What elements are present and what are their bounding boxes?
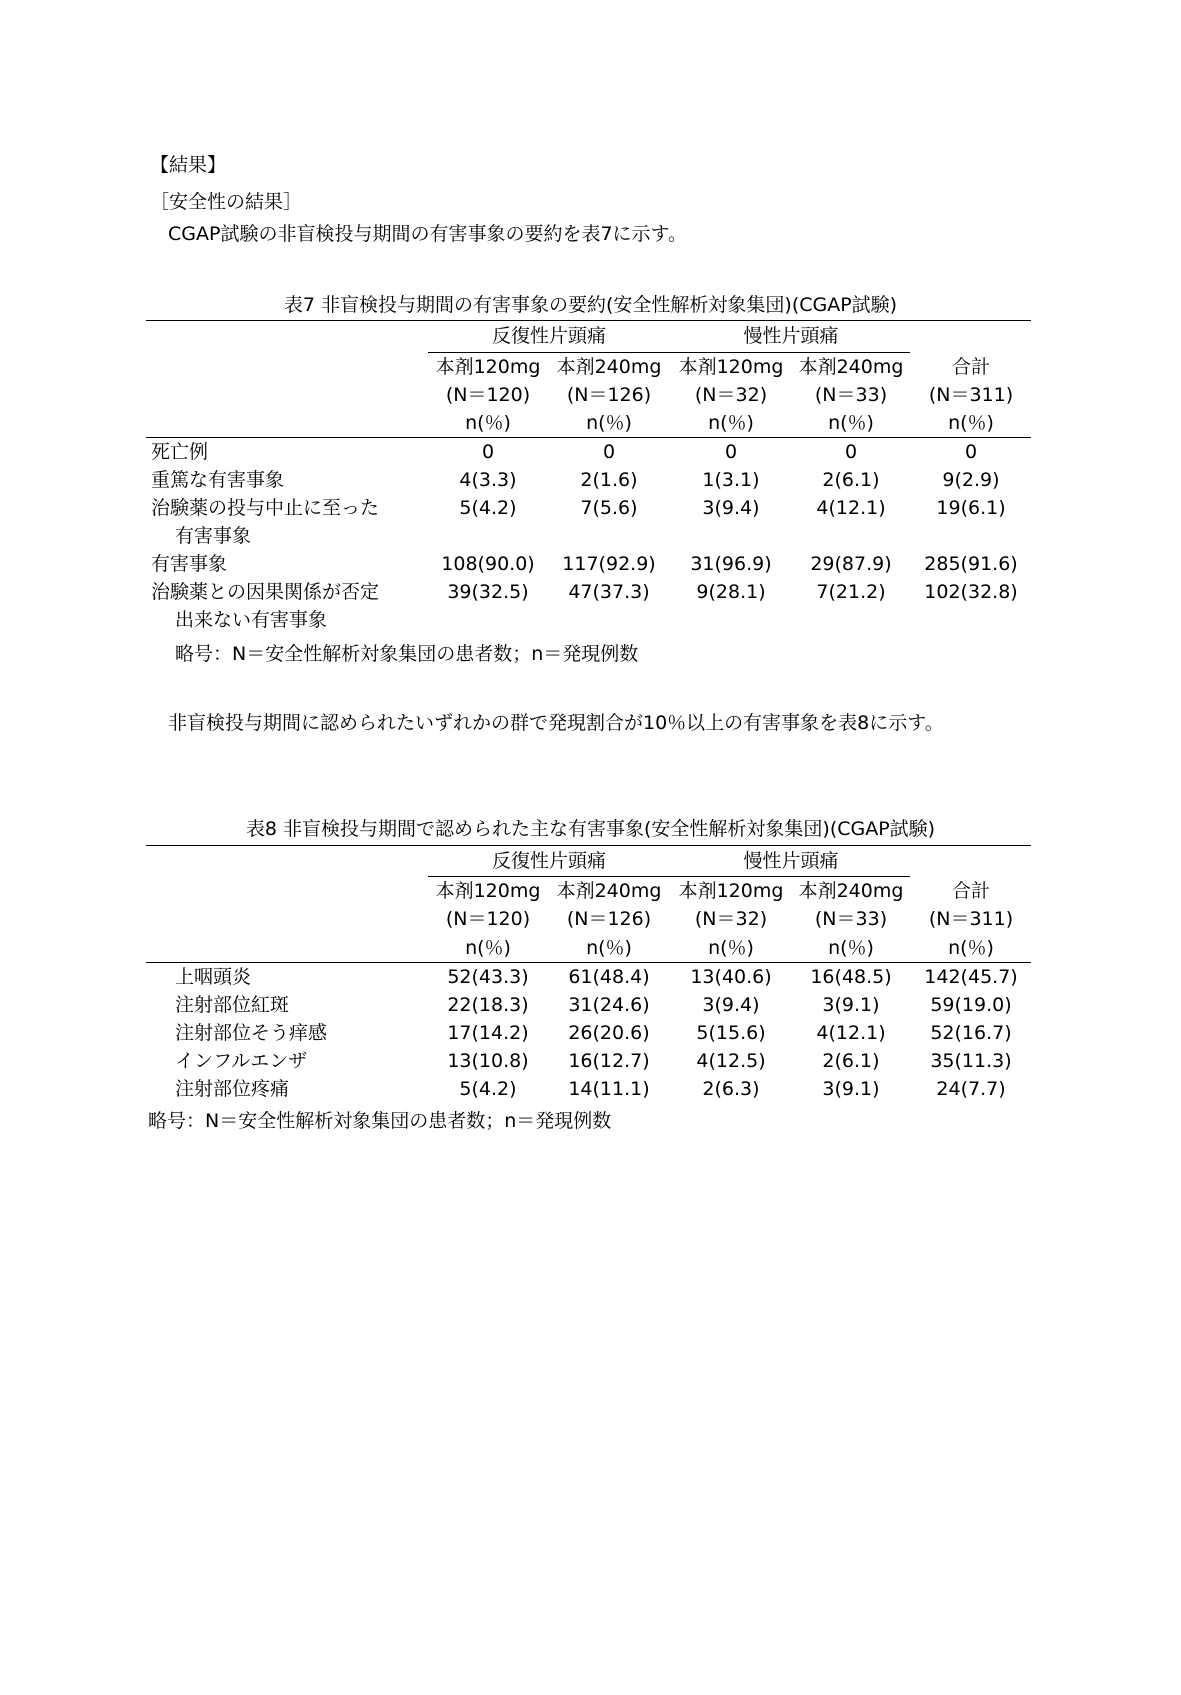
col-dose: 本剤120mg — [678, 880, 784, 902]
row-label-continued: 有害事象 — [175, 525, 252, 547]
table7-top-rule — [146, 320, 1031, 321]
table7-abbreviation-note: 略号：N＝安全性解析対象集団の患者数；n＝発現例数 — [175, 643, 639, 665]
cell: 142(45.7) — [924, 966, 1018, 988]
table8-top-rule — [146, 845, 1031, 846]
row-label: 注射部位紅斑 — [175, 994, 290, 1016]
cell: 14(11.1) — [568, 1078, 650, 1100]
row-label: インフルエンザ — [175, 1050, 308, 1072]
table7-caption: 表7 非盲検投与期間の有害事象の要約(安全性解析対象集団)(CGAP試験) — [283, 294, 898, 316]
cell: 47(37.3) — [568, 581, 650, 603]
col-unit: n(％) — [465, 412, 511, 434]
cell: 22(18.3) — [447, 994, 529, 1016]
cell: 31(24.6) — [568, 994, 650, 1016]
col-n: (N＝126) — [566, 384, 652, 406]
safety-results-heading: ［安全性の結果］ — [150, 191, 303, 213]
col-n: (N＝120) — [445, 384, 531, 406]
cell: 9(2.9) — [942, 469, 1000, 491]
col-dose: 本剤120mg — [435, 356, 541, 378]
row-label: 治験薬の投与中止に至った — [151, 497, 380, 519]
row-label: 重篤な有害事象 — [151, 469, 285, 491]
cell: 2(1.6) — [580, 469, 638, 491]
table7-group-episodic: 反復性片頭痛 — [491, 325, 606, 347]
col-unit: n(％) — [586, 937, 632, 959]
cell: 52(43.3) — [447, 966, 529, 988]
cell: 4(12.5) — [696, 1050, 766, 1072]
col-dose: 本剤120mg — [435, 880, 541, 902]
col-n: (N＝32) — [694, 384, 768, 406]
cell: 17(14.2) — [447, 1022, 529, 1044]
cell: 2(6.1) — [822, 469, 880, 491]
cell: 31(96.9) — [690, 553, 772, 575]
cell: 59(19.0) — [930, 994, 1012, 1016]
cell: 0 — [602, 441, 616, 463]
cell: 3(9.1) — [822, 994, 880, 1016]
cell: 29(87.9) — [810, 553, 892, 575]
cell: 7(21.2) — [816, 581, 886, 603]
cell: 7(5.6) — [580, 497, 638, 519]
cell: 3(9.4) — [702, 497, 760, 519]
row-label-continued: 出来ない有害事象 — [175, 609, 328, 631]
cell: 5(4.2) — [459, 497, 517, 519]
table8-group-episodic: 反復性片頭痛 — [491, 850, 606, 872]
row-label: 死亡例 — [151, 441, 209, 463]
cell: 102(32.8) — [924, 581, 1018, 603]
cell: 0 — [481, 441, 495, 463]
cell: 2(6.1) — [822, 1050, 880, 1072]
table8-intro-paragraph: 非盲検投与期間に認められたいずれかの群で発現割合が10％以上の有害事象を表8に示す。 — [168, 712, 944, 734]
col-n: (N＝126) — [566, 908, 652, 930]
cell: 13(10.8) — [447, 1050, 529, 1072]
col-unit: n(％) — [948, 412, 994, 434]
cell: 117(92.9) — [562, 553, 656, 575]
cell: 39(32.5) — [447, 581, 529, 603]
cell: 4(3.3) — [459, 469, 517, 491]
col-n: (N＝311) — [928, 908, 1014, 930]
cell: 24(7.7) — [936, 1078, 1006, 1100]
table7-group-chronic: 慢性片頭痛 — [743, 325, 839, 347]
row-label: 治験薬との因果関係が否定 — [151, 581, 380, 603]
cell: 0 — [724, 441, 738, 463]
col-dose: 本剤240mg — [798, 356, 904, 378]
col-n: (N＝120) — [445, 908, 531, 930]
col-unit: n(％) — [828, 412, 874, 434]
cell: 3(9.1) — [822, 1078, 880, 1100]
col-dose: 合計 — [951, 356, 990, 378]
cell: 285(91.6) — [924, 553, 1018, 575]
cell: 1(3.1) — [702, 469, 760, 491]
cell: 16(12.7) — [568, 1050, 650, 1072]
col-unit: n(％) — [828, 937, 874, 959]
cell: 0 — [844, 441, 858, 463]
row-label: 注射部位疼痛 — [175, 1078, 290, 1100]
row-label: 注射部位そう痒感 — [175, 1022, 328, 1044]
cell: 52(16.7) — [930, 1022, 1012, 1044]
cell: 35(11.3) — [930, 1050, 1012, 1072]
cell: 16(48.5) — [810, 966, 892, 988]
col-n: (N＝311) — [928, 384, 1014, 406]
table8-abbreviation-note: 略号：N＝安全性解析対象集団の患者数；n＝発現例数 — [148, 1110, 612, 1132]
table7-intro-paragraph: CGAP試験の非盲検投与期間の有害事象の要約を表7に示す。 — [168, 223, 688, 245]
results-heading: 【結果】 — [150, 154, 227, 176]
table8-group-chronic: 慢性片頭痛 — [743, 850, 839, 872]
cell: 19(6.1) — [936, 497, 1006, 519]
row-label: 有害事象 — [151, 553, 228, 575]
col-n: (N＝33) — [814, 384, 888, 406]
cell: 4(12.1) — [816, 497, 886, 519]
col-dose: 本剤240mg — [556, 880, 662, 902]
col-dose: 合計 — [951, 880, 990, 902]
col-unit: n(％) — [708, 937, 754, 959]
cell: 3(9.4) — [702, 994, 760, 1016]
row-label: 上咽頭炎 — [175, 966, 252, 988]
cell: 9(28.1) — [696, 581, 766, 603]
col-dose: 本剤240mg — [556, 356, 662, 378]
cell: 5(15.6) — [696, 1022, 766, 1044]
cell: 13(40.6) — [690, 966, 772, 988]
cell: 4(12.1) — [816, 1022, 886, 1044]
col-n: (N＝32) — [694, 908, 768, 930]
cell: 61(48.4) — [568, 966, 650, 988]
col-unit: n(％) — [465, 937, 511, 959]
col-dose: 本剤120mg — [678, 356, 784, 378]
col-dose: 本剤240mg — [798, 880, 904, 902]
cell: 108(90.0) — [441, 553, 535, 575]
cell: 2(6.3) — [702, 1078, 760, 1100]
col-unit: n(％) — [708, 412, 754, 434]
col-unit: n(％) — [586, 412, 632, 434]
cell: 26(20.6) — [568, 1022, 650, 1044]
cell: 5(4.2) — [459, 1078, 517, 1100]
col-unit: n(％) — [948, 937, 994, 959]
table8-caption: 表8 非盲検投与期間で認められた主な有害事象(安全性解析対象集団)(CGAP試験) — [245, 818, 936, 840]
cell: 0 — [964, 441, 978, 463]
col-n: (N＝33) — [814, 908, 888, 930]
